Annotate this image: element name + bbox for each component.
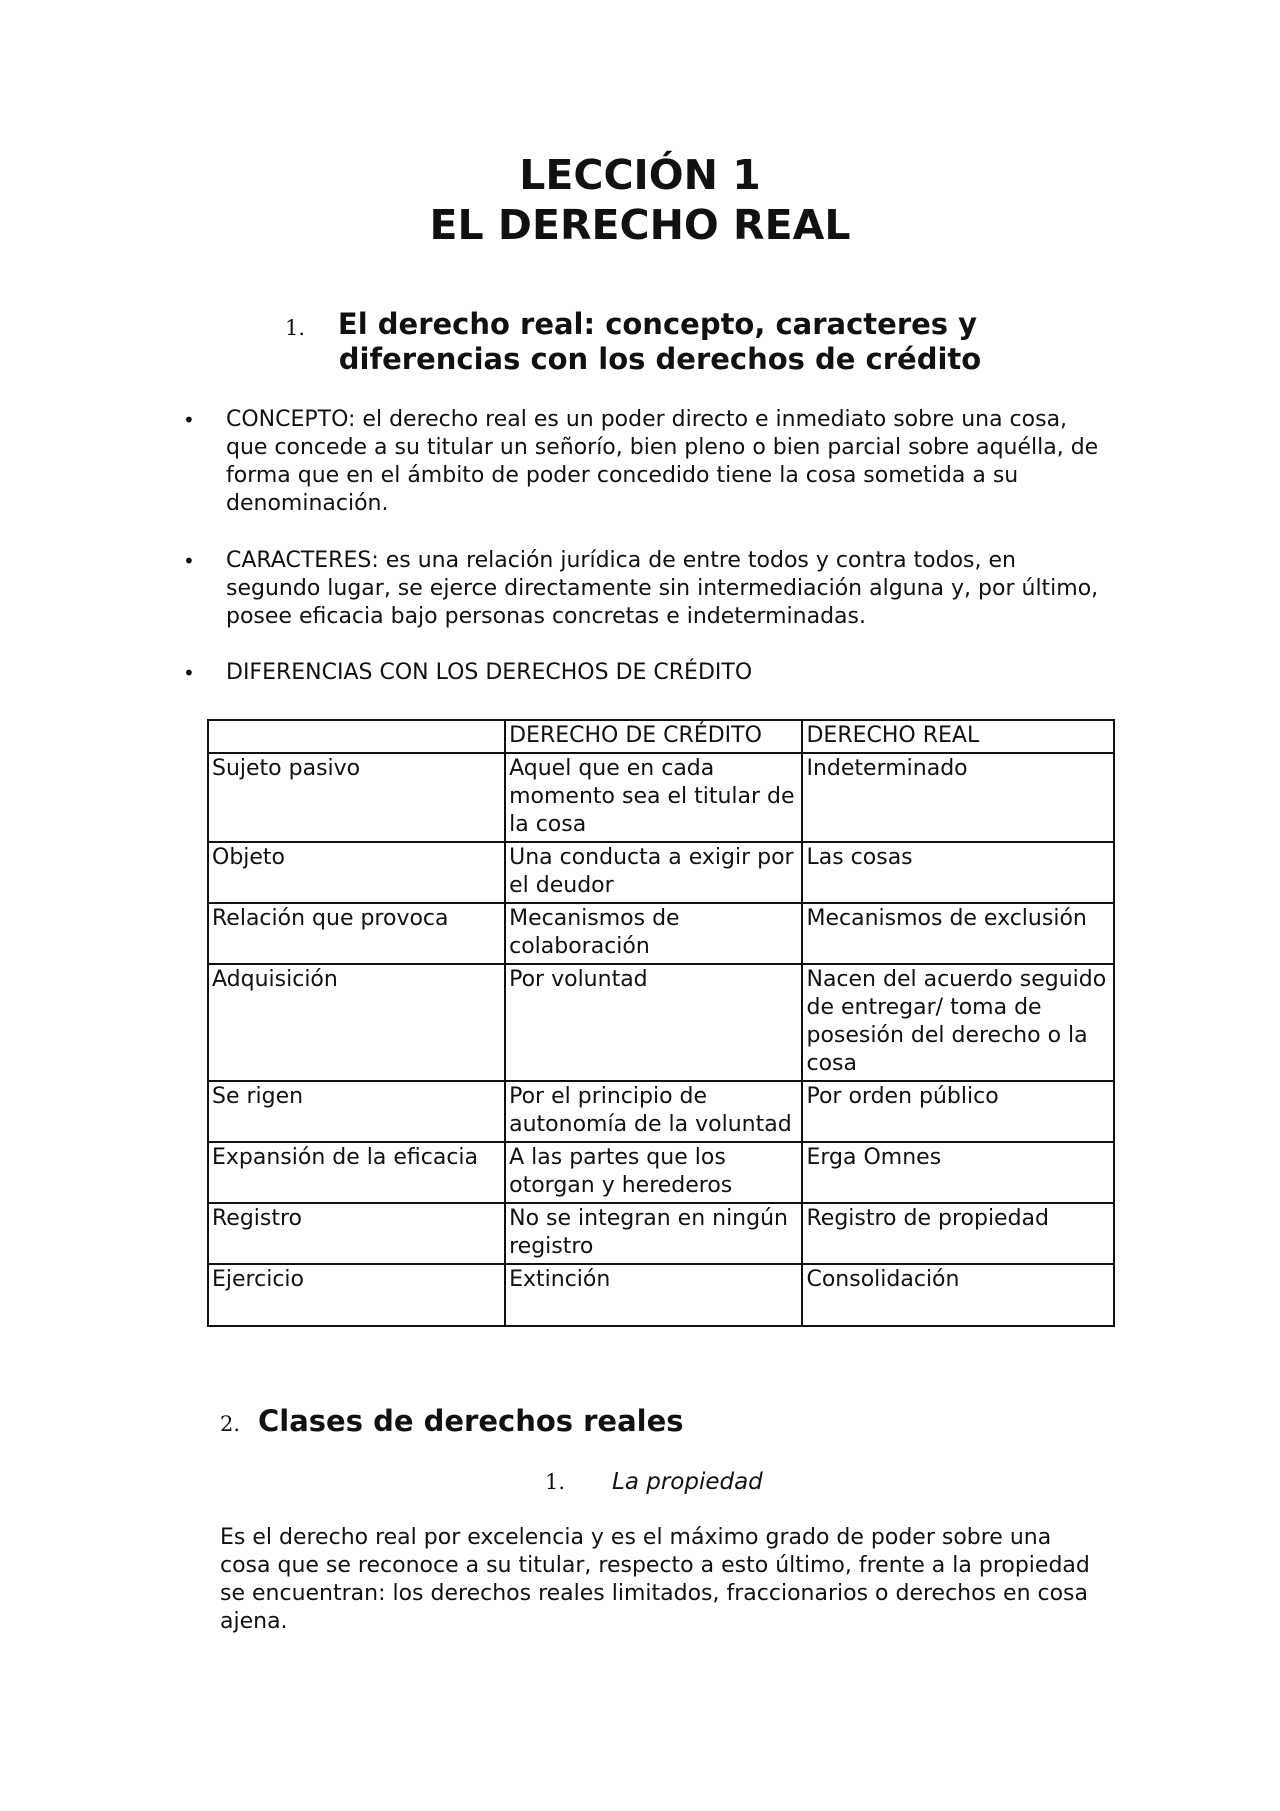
table-row (208, 1081, 1114, 1142)
table-cell: Objeto (208, 842, 505, 903)
bullet-marker: • (183, 661, 195, 685)
table-cell: Por voluntad (505, 964, 802, 1081)
section-2-heading (220, 1403, 684, 1439)
table-cell: Se rigen (208, 1081, 505, 1142)
table-cell: Sujeto pasivo (208, 753, 505, 842)
comparison-table (207, 719, 1115, 1327)
table-header-cell: DERECHO DE CRÉDITO (505, 720, 802, 753)
document-title (0, 150, 1280, 250)
table-cell: Nacen del acuerdo seguido de entregar/ toma de posesión del derecho o la cosa (802, 964, 1114, 1081)
table-row (208, 842, 1114, 903)
table-cell: Registro (208, 1203, 505, 1264)
section-1-heading (0, 307, 1280, 377)
table-cell: Una conducta a exigir por el deudor (505, 842, 802, 903)
table-row (208, 1142, 1114, 1203)
table-cell: Por orden público (802, 1081, 1114, 1142)
table-row (208, 1264, 1114, 1326)
subsection-1-heading (545, 1467, 763, 1497)
table-row (208, 964, 1114, 1081)
subsection-1-number: 1. (545, 1470, 566, 1494)
table-row (208, 903, 1114, 964)
table-header-cell (208, 720, 505, 753)
title-line-1: LECCIÓN 1 (519, 151, 761, 199)
table-cell: Expansión de la eficacia (208, 1142, 505, 1203)
table-cell: Indeterminado (802, 753, 1114, 842)
table-cell: A las partes que los otorgan y herederos (505, 1142, 802, 1203)
title-line-2: EL DERECHO REAL (429, 201, 851, 249)
section-1-heading-line-2: diferencias con los derechos de crédito (338, 342, 982, 376)
table-cell: Las cosas (802, 842, 1114, 903)
table-cell: Aquel que en cada momento sea el titular de la cosa (505, 753, 802, 842)
section-2-title: Clases de derechos reales (258, 1404, 684, 1438)
table-cell: Adquisición (208, 964, 505, 1081)
section-1-number: 1. (285, 316, 306, 340)
table-cell: Ejercicio (208, 1264, 505, 1326)
bullet-diferencias-text: DIFERENCIAS CON LOS DERECHOS DE CRÉDITO (226, 660, 753, 685)
propiedad-paragraph: Es el derecho real por excelencia y es el máximo grado de poder sobre una cosa que se reconoce a su titular, respecto a esto último, frente a la propiedad se encuentran: los derechos reales limitados, fraccionarios o derechos en cosa ajena. (220, 1525, 1090, 1634)
table-cell: Mecanismos de colaboración (505, 903, 802, 964)
table-cell: Registro de propiedad (802, 1203, 1114, 1264)
bullet-marker: • (183, 549, 195, 573)
table-cell: Mecanismos de exclusión (802, 903, 1114, 964)
table-row (208, 1203, 1114, 1264)
bullet-marker: • (183, 408, 195, 432)
table-cell: Erga Omnes (802, 1142, 1114, 1203)
table-cell: Extinción (505, 1264, 802, 1326)
table-row (208, 753, 1114, 842)
subsection-1-title: La propiedad (612, 1469, 763, 1495)
bullet-diferencias (183, 659, 1103, 687)
section-2-number: 2. (220, 1412, 241, 1436)
bullet-caracteres (183, 547, 1103, 631)
bullet-concepto (183, 406, 1103, 518)
table-cell: Por el principio de autonomía de la voluntad (505, 1081, 802, 1142)
table-cell: Consolidación (802, 1264, 1114, 1326)
table-header-cell: DERECHO REAL (802, 720, 1114, 753)
section-1-heading-line-1: El derecho real: concepto, caracteres y (337, 307, 978, 341)
bullet-caracteres-text: CARACTERES: es una relación jurídica de entre todos y contra todos, en segundo lugar, se ejerce directamente sin intermediación alguna y, por último, posee eficacia bajo personas concretas e indeterminadas. (226, 548, 1099, 629)
table-header-row (208, 720, 1114, 753)
bullet-concepto-text: CONCEPTO: el derecho real es un poder directo e inmediato sobre una cosa, que concede a su titular un señorío, bien pleno o bien parcial sobre aquélla, de forma que en el ámbito de poder concedido tiene la cosa sometida a su denominación. (226, 407, 1099, 516)
table-cell: Relación que provoca (208, 903, 505, 964)
table-cell: No se integran en ningún registro (505, 1203, 802, 1264)
